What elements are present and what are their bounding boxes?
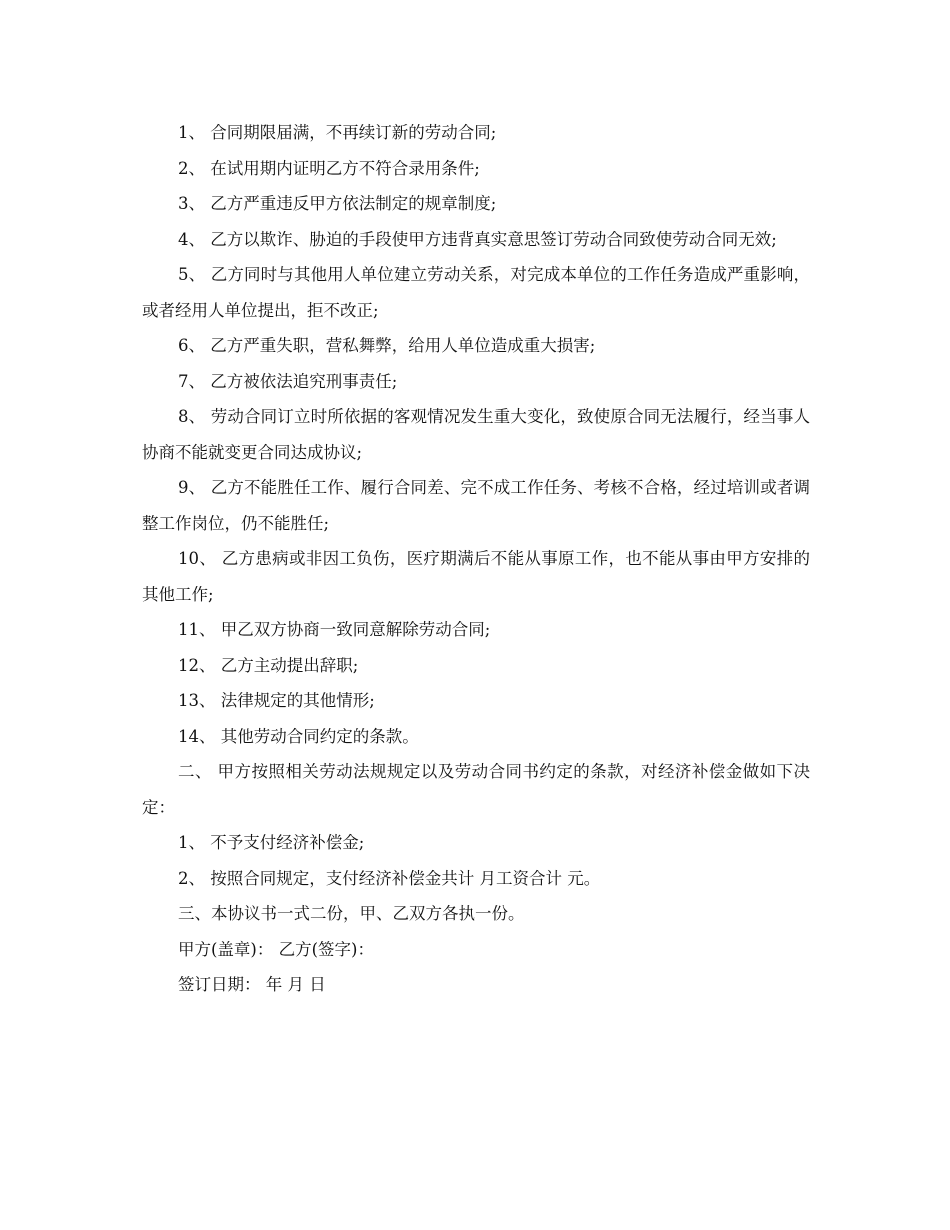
compensation-option-1: 1、 不予支付经济补偿金; bbox=[178, 833, 365, 852]
clause-11: 11、 甲乙双方协商一致同意解除劳动合同; bbox=[178, 620, 491, 639]
clause-10: 10、 乙方患病或非因工负伤，医疗期满后不能从事原工作，也不能从事由甲方安排的其他工作; bbox=[142, 549, 810, 604]
compensation-option-2: 2、 按照合同规定，支付经济补偿金共计 月工资合计 元。 bbox=[178, 868, 601, 888]
clause-9: 9、 乙方不能胜任工作、履行合同差、完不成工作任务、考核不合格，经过培训或者调整工作岗位，仍不能胜任; bbox=[142, 478, 810, 533]
clause-1: 1、 合同期限届满，不再续订新的劳动合同; bbox=[178, 123, 497, 142]
document-body bbox=[142, 115, 810, 1003]
section-3-copies: 三、本协议书一式二份，甲、乙双方各执一份。 bbox=[178, 904, 525, 923]
signature-line: 甲方(盖章)： 乙方(签字)： bbox=[178, 939, 374, 959]
clause-8: 8、 劳动合同订立时所依据的客观情况发生重大变化，致使原合同无法履行，经当事人协商不能就变更合同达成协议; bbox=[142, 407, 810, 462]
clause-13: 13、 法律规定的其他情形; bbox=[178, 691, 375, 710]
clause-14: 14、 其他劳动合同约定的条款。 bbox=[178, 726, 419, 746]
clause-2: 2、 在试用期内证明乙方不符合录用条件; bbox=[178, 158, 480, 178]
clause-6: 6、 乙方严重失职，营私舞弊，给用人单位造成重大损害; bbox=[178, 336, 596, 355]
clause-7: 7、 乙方被依法追究刑事责任; bbox=[178, 371, 398, 391]
clause-5: 5、 乙方同时与其他用人单位建立劳动关系，对完成本单位的工作任务造成严重影响，或者经用人单位提出，拒不改正; bbox=[142, 265, 810, 320]
clause-4: 4、 乙方以欺诈、胁迫的手段使甲方违背真实意思签订劳动合同致使劳动合同无效; bbox=[178, 229, 777, 249]
clause-3: 3、 乙方严重违反甲方依法制定的规章制度; bbox=[178, 194, 497, 213]
section-2-heading: 二、 甲方按照相关劳动法规规定以及劳动合同书约定的条款，对经济补偿金做如下决定： bbox=[142, 762, 810, 817]
signing-date-line: 签订日期： 年 月 日 bbox=[178, 975, 326, 994]
clause-12: 12、 乙方主动提出辞职; bbox=[178, 655, 359, 675]
